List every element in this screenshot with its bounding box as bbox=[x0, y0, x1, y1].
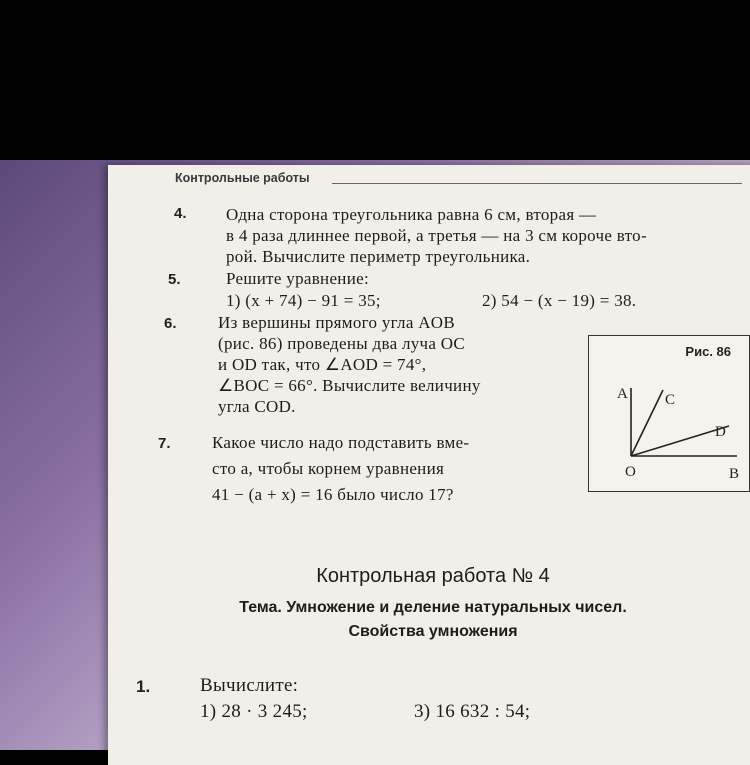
problem-6-line-5: угла COD. bbox=[218, 397, 296, 416]
problem-7-line-2: сто a, чтобы корнем уравнения bbox=[212, 459, 445, 478]
problem-5-number: 5. bbox=[168, 271, 181, 288]
problem-5-equation-1: 1) (x + 74) − 91 = 35; bbox=[226, 291, 381, 310]
problem-4-line-3: рой. Вычислите периметр треугольника. bbox=[226, 247, 531, 266]
problem-6-line-2: (рис. 86) проведены два луча OC bbox=[218, 334, 466, 353]
problem-4-line-1: Одна сторона треугольника равна 6 см, вторая — bbox=[226, 205, 597, 224]
test-topic-line-2: Свойства умножения bbox=[348, 623, 518, 640]
task-1-item-3: 3) 16 632 : 54; bbox=[414, 701, 531, 722]
problem-6-line-4: ∠BOC = 66°. Вычислите величину bbox=[218, 376, 481, 395]
label-o: O bbox=[625, 464, 636, 480]
label-b: B bbox=[729, 466, 740, 482]
textbook-page bbox=[108, 165, 750, 765]
problem-7-line-3: 41 − (a + x) = 16 было число 17? bbox=[212, 485, 454, 504]
problem-7-number: 7. bbox=[158, 435, 171, 452]
problem-5-line-1: Решите уравнение: bbox=[226, 269, 369, 288]
task-1-number: 1. bbox=[136, 677, 151, 696]
problem-4-line-2: в 4 раза длиннее первой, а третья — на 3 см короче вто- bbox=[226, 226, 647, 245]
problem-7-line-1: Какое число надо подставить вме- bbox=[212, 433, 470, 452]
problem-6-number: 6. bbox=[164, 315, 177, 332]
header-rule bbox=[332, 183, 742, 184]
test-title: Контрольная работа № 4 bbox=[316, 565, 550, 587]
test-topic-line-1: Тема. Умножение и деление натуральных чисел. bbox=[239, 599, 627, 616]
label-a: A bbox=[617, 386, 628, 402]
problem-5-equation-2: 2) 54 − (x − 19) = 38. bbox=[482, 291, 637, 310]
ray-oc bbox=[631, 390, 663, 456]
task-1-item-1: 1) 28 · 3 245; bbox=[200, 701, 308, 722]
task-1-prompt: Вычислите: bbox=[200, 675, 299, 696]
problem-4-number: 4. bbox=[174, 205, 187, 222]
page-header: Контрольные работы bbox=[175, 171, 310, 185]
problem-6-line-1: Из вершины прямого угла AOB bbox=[218, 313, 456, 332]
figure-86 bbox=[588, 335, 750, 492]
figure-diagram bbox=[589, 336, 749, 491]
label-c: C bbox=[665, 392, 676, 408]
problem-6-line-3: и OD так, что ∠AOD = 74°, bbox=[218, 355, 427, 374]
figure-title: Рис. 86 bbox=[685, 344, 731, 359]
label-d: D bbox=[715, 424, 726, 440]
